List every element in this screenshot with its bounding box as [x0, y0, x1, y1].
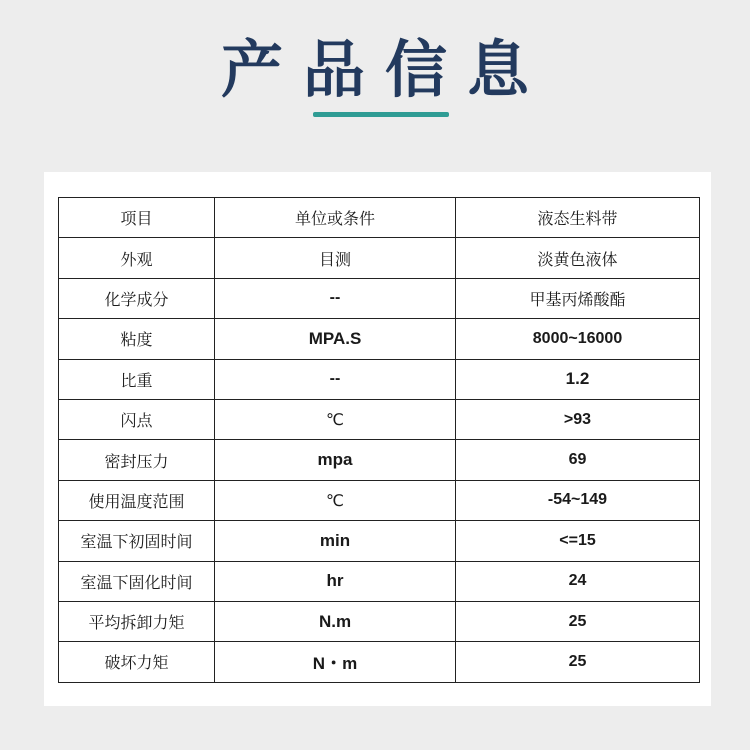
table-header-row [59, 198, 700, 238]
table-row [59, 440, 700, 480]
row-value: 24 [456, 561, 700, 601]
product-info-table [58, 197, 700, 683]
header-item: 项目 [59, 198, 215, 238]
product-info-card [44, 172, 711, 706]
row-label: 破坏力矩 [59, 642, 215, 682]
row-unit: 目测 [215, 238, 456, 278]
row-label: 比重 [59, 359, 215, 399]
row-value: 甲基丙烯酸酯 [456, 278, 700, 318]
row-value: >93 [456, 399, 700, 439]
row-value: 25 [456, 601, 700, 641]
row-label: 室温下固化时间 [59, 561, 215, 601]
row-unit: ℃ [215, 399, 456, 439]
row-label: 密封压力 [59, 440, 215, 480]
row-value: <=15 [456, 521, 700, 561]
table-row [59, 642, 700, 682]
row-value: 69 [456, 440, 700, 480]
row-label: 闪点 [59, 399, 215, 439]
row-label: 室温下初固时间 [59, 521, 215, 561]
table-row [59, 359, 700, 399]
row-value: 8000~16000 [456, 319, 700, 359]
row-unit: N.m [215, 601, 456, 641]
row-unit: -- [215, 359, 456, 399]
row-unit: -- [215, 278, 456, 318]
row-label: 化学成分 [59, 278, 215, 318]
row-unit: min [215, 521, 456, 561]
table-row [59, 601, 700, 641]
table-row [59, 561, 700, 601]
row-unit: mpa [215, 440, 456, 480]
title-underline [313, 112, 449, 117]
table-row [59, 399, 700, 439]
row-label: 外观 [59, 238, 215, 278]
row-label: 粘度 [59, 319, 215, 359]
row-value: 淡黄色液体 [456, 238, 700, 278]
header-unit: 单位或条件 [215, 198, 456, 238]
header-product: 液态生料带 [456, 198, 700, 238]
row-unit: hr [215, 561, 456, 601]
row-label: 平均拆卸力矩 [59, 601, 215, 641]
table-row [59, 480, 700, 520]
row-value: -54~149 [456, 480, 700, 520]
table-row [59, 278, 700, 318]
row-unit: ℃ [215, 480, 456, 520]
table-row [59, 521, 700, 561]
table-row [59, 238, 700, 278]
page-title: 产品信息 [220, 33, 549, 106]
row-value: 25 [456, 642, 700, 682]
row-unit: MPA.S [215, 319, 456, 359]
row-value: 1.2 [456, 359, 700, 399]
row-label: 使用温度范围 [59, 480, 215, 520]
table-row [59, 319, 700, 359]
row-unit: N・m [215, 642, 456, 682]
